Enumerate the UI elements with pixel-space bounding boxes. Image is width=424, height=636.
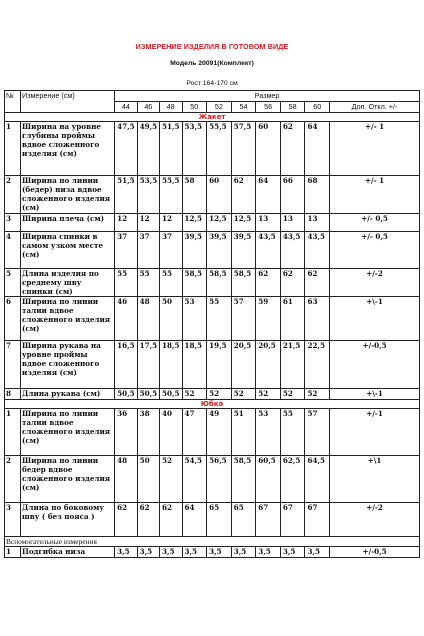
section-jacket: Жакет: [5, 113, 420, 122]
size-value: 19,5: [207, 341, 232, 389]
size-value: 60: [207, 176, 232, 214]
size-value: 49,5: [137, 122, 159, 176]
size-value: 67: [256, 503, 281, 537]
size-value: 16,5: [115, 341, 137, 389]
size-value: 53,5: [182, 122, 207, 176]
size-value: 3,5: [305, 547, 330, 558]
table-row: [5, 122, 420, 176]
size-value: 20,5: [256, 341, 281, 389]
size-value: 57,5: [231, 122, 256, 176]
table-row: [5, 176, 420, 214]
size-value: 66: [280, 176, 305, 214]
size-value: 50,5: [137, 389, 159, 400]
size-value: 39,5: [182, 232, 207, 269]
size-value: 59: [256, 297, 281, 341]
row-number: 3: [5, 214, 21, 232]
size-value: 62: [280, 269, 305, 297]
measure-name: Ширина по линии бедер вдвое сложенного изделия (см): [21, 456, 115, 503]
size-value: 67: [305, 503, 330, 537]
size-value: 47,5: [115, 122, 137, 176]
size-header-cell: 46: [137, 102, 159, 113]
size-value: 55,5: [207, 122, 232, 176]
section-aux: Вспомогательные измерения: [5, 537, 420, 547]
size-value: 52: [305, 389, 330, 400]
measure-name: Подгибка низа: [21, 547, 115, 558]
size-value: 52: [231, 389, 256, 400]
size-value: 3,5: [256, 547, 281, 558]
table-row: [5, 341, 420, 389]
size-value: 64: [305, 122, 330, 176]
size-value: 13: [305, 214, 330, 232]
size-value: 53,5: [137, 176, 159, 214]
size-value: 50: [137, 456, 159, 503]
size-value: 64: [256, 176, 281, 214]
header-size: Размер: [115, 91, 420, 102]
tolerance-value: +/- 0,5: [330, 232, 420, 269]
size-value: 49: [207, 409, 232, 456]
size-value: 3,5: [231, 547, 256, 558]
size-value: 57: [305, 409, 330, 456]
size-value: 43,5: [280, 232, 305, 269]
size-header-cell: 58: [280, 102, 305, 113]
size-value: 36: [115, 409, 137, 456]
size-value: 58,5: [231, 269, 256, 297]
size-value: 39,5: [207, 232, 232, 269]
size-value: 60: [256, 122, 281, 176]
size-value: 12: [160, 214, 182, 232]
size-value: 63: [305, 297, 330, 341]
size-value: 43,5: [305, 232, 330, 269]
size-value: 3,5: [207, 547, 232, 558]
table-row: [5, 456, 420, 503]
size-value: 62: [231, 176, 256, 214]
tolerance-value: +/- 1: [330, 176, 420, 214]
size-value: 18,5: [182, 341, 207, 389]
row-number: 5: [5, 269, 21, 297]
size-value: 54,5: [182, 456, 207, 503]
size-value: 37: [115, 232, 137, 269]
tolerance-value: +\-1: [330, 297, 420, 341]
size-value: 62: [115, 503, 137, 537]
size-value: 62: [256, 269, 281, 297]
size-value: 62: [137, 503, 159, 537]
size-header-cell: 52: [207, 102, 232, 113]
table-row: [5, 547, 420, 558]
size-value: 3,5: [160, 547, 182, 558]
tolerance-value: +\-1: [330, 389, 420, 400]
size-value: 55: [280, 409, 305, 456]
size-value: 56,5: [207, 456, 232, 503]
row-number: 1: [5, 122, 21, 176]
size-value: 51,5: [115, 176, 137, 214]
size-value: 55: [160, 269, 182, 297]
size-value: 52: [160, 456, 182, 503]
measure-name: Ширина по линии талии вдвое сложенного изделия (см): [21, 297, 115, 341]
tolerance-value: +/-1: [330, 409, 420, 456]
jacket-rows: [5, 122, 420, 400]
size-value: 62,5: [280, 456, 305, 503]
measure-name: Ширина плеча (см): [21, 214, 115, 232]
tolerance-value: +/- 1: [330, 122, 420, 176]
size-value: 52: [280, 389, 305, 400]
size-value: 61: [280, 297, 305, 341]
row-number: 3: [5, 503, 21, 537]
height-range: Рост 164-170 см: [186, 80, 238, 87]
size-value: 12,5: [182, 214, 207, 232]
size-value: 67: [280, 503, 305, 537]
size-value: 37: [137, 232, 159, 269]
size-value: 20,5: [231, 341, 256, 389]
size-value: 22,5: [305, 341, 330, 389]
table-row: [5, 389, 420, 400]
size-value: 64,5: [305, 456, 330, 503]
row-number: 4: [5, 232, 21, 269]
tolerance-value: +/-2: [330, 269, 420, 297]
tolerance-value: +/-2: [330, 503, 420, 537]
document-title: ИЗМЕРЕНИЕ ИЗДЕЛИЯ В ГОТОВОМ ВИДЕ: [135, 42, 289, 51]
size-header-cell: 54: [231, 102, 256, 113]
size-value: 37: [160, 232, 182, 269]
size-value: 55: [115, 269, 137, 297]
measure-name: Ширина на уровне глубины проймы вдвое сложенного изделия (см): [21, 122, 115, 176]
measure-name: Ширина по линии (бедер) низа вдвое сложенного изделия (см): [21, 176, 115, 214]
size-header-cell: 44: [115, 102, 137, 113]
size-value: 50: [160, 297, 182, 341]
size-value: 12,5: [207, 214, 232, 232]
row-number: 1: [5, 547, 21, 558]
measurement-table: [4, 90, 420, 558]
row-number: 6: [5, 297, 21, 341]
size-value: 51,5: [160, 122, 182, 176]
row-number: 2: [5, 456, 21, 503]
size-header-cell: 56: [256, 102, 281, 113]
size-value: 38: [137, 409, 159, 456]
size-value: 58,5: [182, 269, 207, 297]
tolerance-value: +/-0,5: [330, 341, 420, 389]
size-value: 50,5: [160, 389, 182, 400]
size-header-cell: 50: [182, 102, 207, 113]
row-number: 1: [5, 409, 21, 456]
size-value: 68: [305, 176, 330, 214]
size-value: 39,5: [231, 232, 256, 269]
size-value: 51: [231, 409, 256, 456]
size-value: 53: [256, 409, 281, 456]
measure-name: Длина по боковому шву ( без пояса ): [21, 503, 115, 537]
table-row: [5, 214, 420, 232]
size-value: 52: [182, 389, 207, 400]
row-number: 8: [5, 389, 21, 400]
table-row: [5, 409, 420, 456]
measure-name: Ширина рукава на уровне проймы вдвое сложенного изделия (см): [21, 341, 115, 389]
size-value: 58: [182, 176, 207, 214]
header-no: №: [5, 91, 21, 113]
size-value: 55: [137, 269, 159, 297]
skirt-rows: [5, 409, 420, 537]
size-value: 55,5: [160, 176, 182, 214]
tolerance-value: +/-0,5: [330, 547, 420, 558]
table-row: [5, 232, 420, 269]
size-value: 52: [256, 389, 281, 400]
tolerance-value: +\1: [330, 456, 420, 503]
model-name: Модель 20091(Комплект): [170, 60, 254, 67]
size-value: 40: [160, 409, 182, 456]
header-tolerance: Доп. Откл. +/-: [330, 102, 420, 113]
aux-rows: [5, 547, 420, 558]
size-value: 58,5: [207, 269, 232, 297]
size-value: 3,5: [280, 547, 305, 558]
size-value: 62: [280, 122, 305, 176]
size-value: 12,5: [231, 214, 256, 232]
row-number: 7: [5, 341, 21, 389]
size-value: 46: [115, 297, 137, 341]
size-value: 55: [207, 297, 232, 341]
size-value: 3,5: [182, 547, 207, 558]
size-value: 50,5: [115, 389, 137, 400]
row-number: 2: [5, 176, 21, 214]
size-value: 62: [160, 503, 182, 537]
table-row: [5, 503, 420, 537]
size-value: 60,5: [256, 456, 281, 503]
size-value: 12: [115, 214, 137, 232]
measure-name: Ширина по линии талии вдвое сложенного изделия (см): [21, 409, 115, 456]
size-header-cell: 60: [305, 102, 330, 113]
size-value: 3,5: [137, 547, 159, 558]
size-value: 62: [305, 269, 330, 297]
tolerance-value: +/- 0,5: [330, 214, 420, 232]
header-measure: Измерение (см): [21, 91, 115, 113]
size-value: 48: [115, 456, 137, 503]
size-value: 13: [280, 214, 305, 232]
size-value: 18,5: [160, 341, 182, 389]
size-value: 57: [231, 297, 256, 341]
section-skirt: Юбка: [5, 400, 420, 409]
size-value: 52: [207, 389, 232, 400]
size-value: 65: [207, 503, 232, 537]
size-value: 13: [256, 214, 281, 232]
size-value: 53: [182, 297, 207, 341]
size-value: 64: [182, 503, 207, 537]
measure-name: Длина изделия по среднему шву спинки (см): [21, 269, 115, 297]
size-header-cell: 48: [160, 102, 182, 113]
measure-name: Длина рукава (см): [21, 389, 115, 400]
size-value: 48: [137, 297, 159, 341]
size-value: 58,5: [231, 456, 256, 503]
size-value: 43,5: [256, 232, 281, 269]
size-value: 21,5: [280, 341, 305, 389]
measure-name: Ширина спинки в самом узком месте (см): [21, 232, 115, 269]
table-row: [5, 297, 420, 341]
size-value: 47: [182, 409, 207, 456]
size-value: 17,5: [137, 341, 159, 389]
size-value: 12: [137, 214, 159, 232]
table-row: [5, 269, 420, 297]
size-value: 3,5: [115, 547, 137, 558]
size-value: 65: [231, 503, 256, 537]
